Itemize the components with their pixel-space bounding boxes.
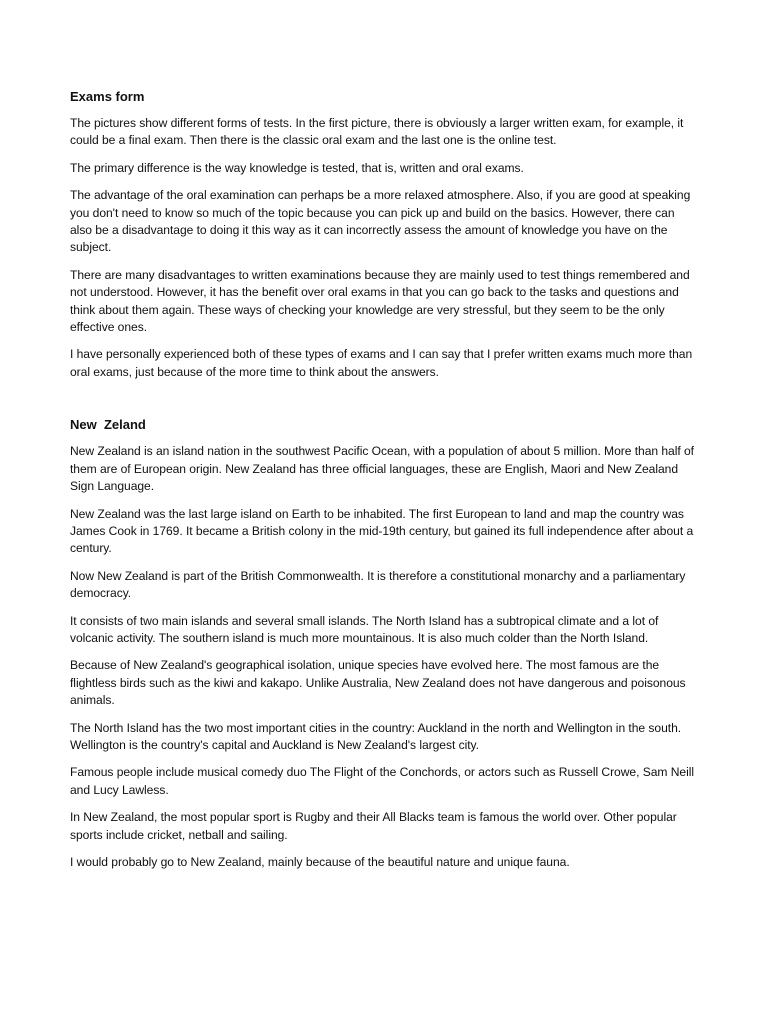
paragraph: The advantage of the oral examination can perhaps be a more relaxed atmosphere. Also, if you are good at speaking you don't need to know so much of the topic because you can pick up and build on the basics. However, there can also be a disadvantage to doing it this way as it can incorrectly assess the amount of knowledge you have on the subject. [70,188,691,255]
paragraph: There are many disadvantages to written examinations because they are mainly used to test things remembered and not understood. However, it has the benefit over oral exams in that you can go back to the tasks and questions and think about them again. These ways of checking your knowledge are very stressful, but they seem to be the only effective ones. [70,267,690,335]
paragraph: The North Island has the two most important cities in the country: Auckland in the north and Wellington in the south. Wellington is the country's capital and Auckland is New Zealand's largest city. [70,720,682,752]
paragraph: The primary difference is the way knowledge is tested, that is, written and oral exams. [70,160,524,175]
paragraph: The pictures show different forms of tests. In the first picture, there is obviously a larger written exam, for example, it could be a final exam. Then there is the classic oral exam and the last one is the online test. [70,116,684,148]
paragraph: I would probably go to New Zealand, mainly because of the beautiful nature and unique fauna. [70,855,570,869]
paragraph: I have personally experienced both of these types of exams and I can say that I prefer written exams much more than oral exams, just because of the more time to think about the answers. [70,347,693,379]
paragraph: Famous people include musical comedy duo The Flight of the Conchords, or actors such as Russell Crowe, Sam Neill and Lucy Lawless. [70,765,695,797]
paragraph: In New Zealand, the most popular sport is Rugby and their All Blacks team is famous the world over. Other popular sports include cricket, netball and sailing. [70,810,677,842]
section-new-zealand [70,416,698,871]
paragraph: Now New Zealand is part of the British Commonwealth. It is therefore a constitutional monarchy and a parliamentary democracy. [70,568,686,601]
section-heading: New Zeland [70,417,146,433]
section-exams-form [70,88,698,381]
paragraph: It consists of two main islands and several small islands. The North Island has a subtropical climate and a lot of volcanic activity. The southern island is much more mountainous. It is also much colder than the North Island. [70,613,659,645]
paragraph: Because of New Zealand's geographical isolation, unique species have evolved here. The most famous are the flightless birds such as the kiwi and kakapo. Unlike Australia, New Zealand does not have dangerous and poisonous animals. [70,658,686,708]
paragraph: New Zealand is an island nation in the southwest Pacific Ocean, with a population of about 5 million. More than half of them are of European origin. New Zealand has three official languages, these are English, Maori and New Zealand Sign Language. [70,444,694,494]
section-heading: Exams form [70,89,145,104]
paragraph: New Zealand was the last large island on Earth to be inhabited. The first European to land and map the country was James Cook in 1769. It became a British colony in the mid-19th century, but gained its full independence after about a century. [70,506,694,556]
